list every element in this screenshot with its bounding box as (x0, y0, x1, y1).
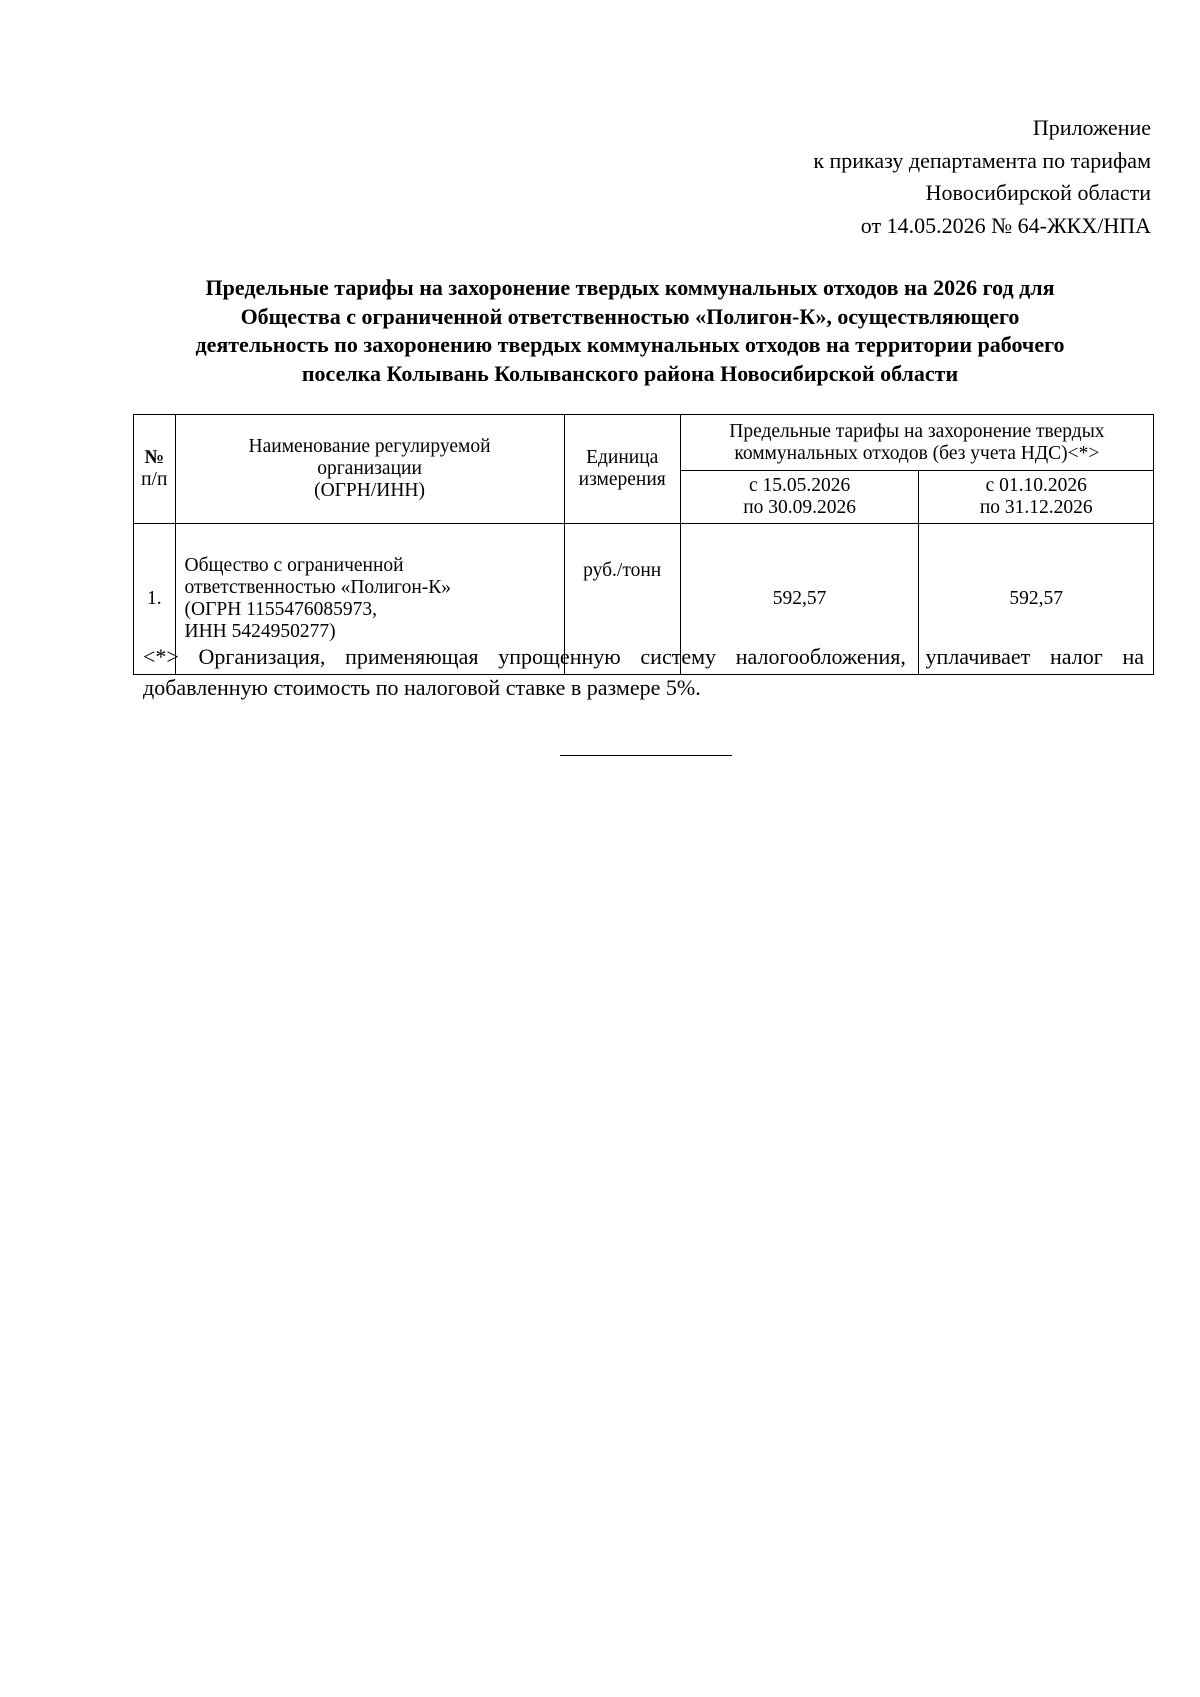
title-line-3: деятельность по захоронению твердых коммунальных отходов на территории рабочего (195, 332, 1065, 357)
header-period-1-start: с 15.05.2026 (748, 475, 851, 496)
row-organization-line-4: ИНН 5424950277) (184, 621, 336, 642)
tariffs-table (133, 414, 1154, 675)
footnote-line-2: добавленную стоимость по налоговой ставке в размере 5%. (143, 675, 701, 700)
title-line-4: поселка Колывань Колыванского района Новосибирской области (301, 360, 959, 386)
row-period-1-value: 592,57 (680, 524, 919, 675)
header-unit-line-2: измерения (578, 469, 666, 490)
title-line-2: Общества с ограниченной ответственностью «Полигон-К», осуществляющего (240, 303, 1020, 329)
row-organization-line-3: (ОГРН 1155476085973, (184, 599, 378, 620)
header-tariffs (680, 415, 1153, 471)
header-organization (175, 415, 564, 524)
header-period-2-end: по 31.12.2026 (979, 497, 1093, 518)
table-header-row (134, 415, 1154, 471)
appendix-region: Новосибирской области (925, 180, 1151, 205)
row-number: 1. (134, 524, 176, 675)
header-tariffs-line-1: Предельные тарифы на захоронение твердых (729, 420, 1105, 442)
header-tariffs-line-2: коммунальных отходов (без учета НДС)<*> (734, 442, 1100, 464)
header-period-2-start: с 01.10.2026 (985, 475, 1087, 496)
header-organization-line-1: Наименование регулируемой (248, 436, 491, 457)
header-period-1-end: по 30.09.2026 (743, 497, 857, 518)
title-line-1: Предельные тарифы на захоронение твердых коммунальных отходов на 2026 год для (205, 275, 1055, 300)
document-title (140, 274, 1120, 388)
header-organization-line-2: организации (317, 458, 422, 479)
row-organization-line-1: Общество с ограниченной (184, 555, 404, 576)
row-organization-line-2: ответственностью «Полигон-К» (184, 577, 452, 598)
header-unit (564, 415, 680, 524)
row-unit: руб./тонн (564, 524, 680, 675)
appendix-order-ref: к приказу департамента по тарифам (813, 147, 1151, 173)
header-number-symbol: № (144, 447, 165, 468)
appendix-label: Приложение (1032, 115, 1151, 140)
row-period-2-value: 592,57 (919, 524, 1154, 675)
header-period-2 (919, 471, 1154, 524)
header-number (134, 415, 176, 524)
header-organization-line-3: (ОГРН/ИНН) (314, 480, 426, 501)
header-unit-line-1: Единица (586, 447, 659, 468)
appendix-order-date-number: от 14.05.2026 № 64-ЖКХ/НПА (860, 212, 1151, 238)
header-number-abbr: п/п (141, 469, 168, 490)
footnote-line-1: <*> Организация, применяющая упрощенную систему налогообложения, уплачивает налог на (143, 644, 1144, 669)
appendix-header (813, 112, 1151, 242)
footnote (143, 641, 1144, 703)
header-period-1 (680, 471, 919, 524)
end-divider (560, 755, 732, 756)
